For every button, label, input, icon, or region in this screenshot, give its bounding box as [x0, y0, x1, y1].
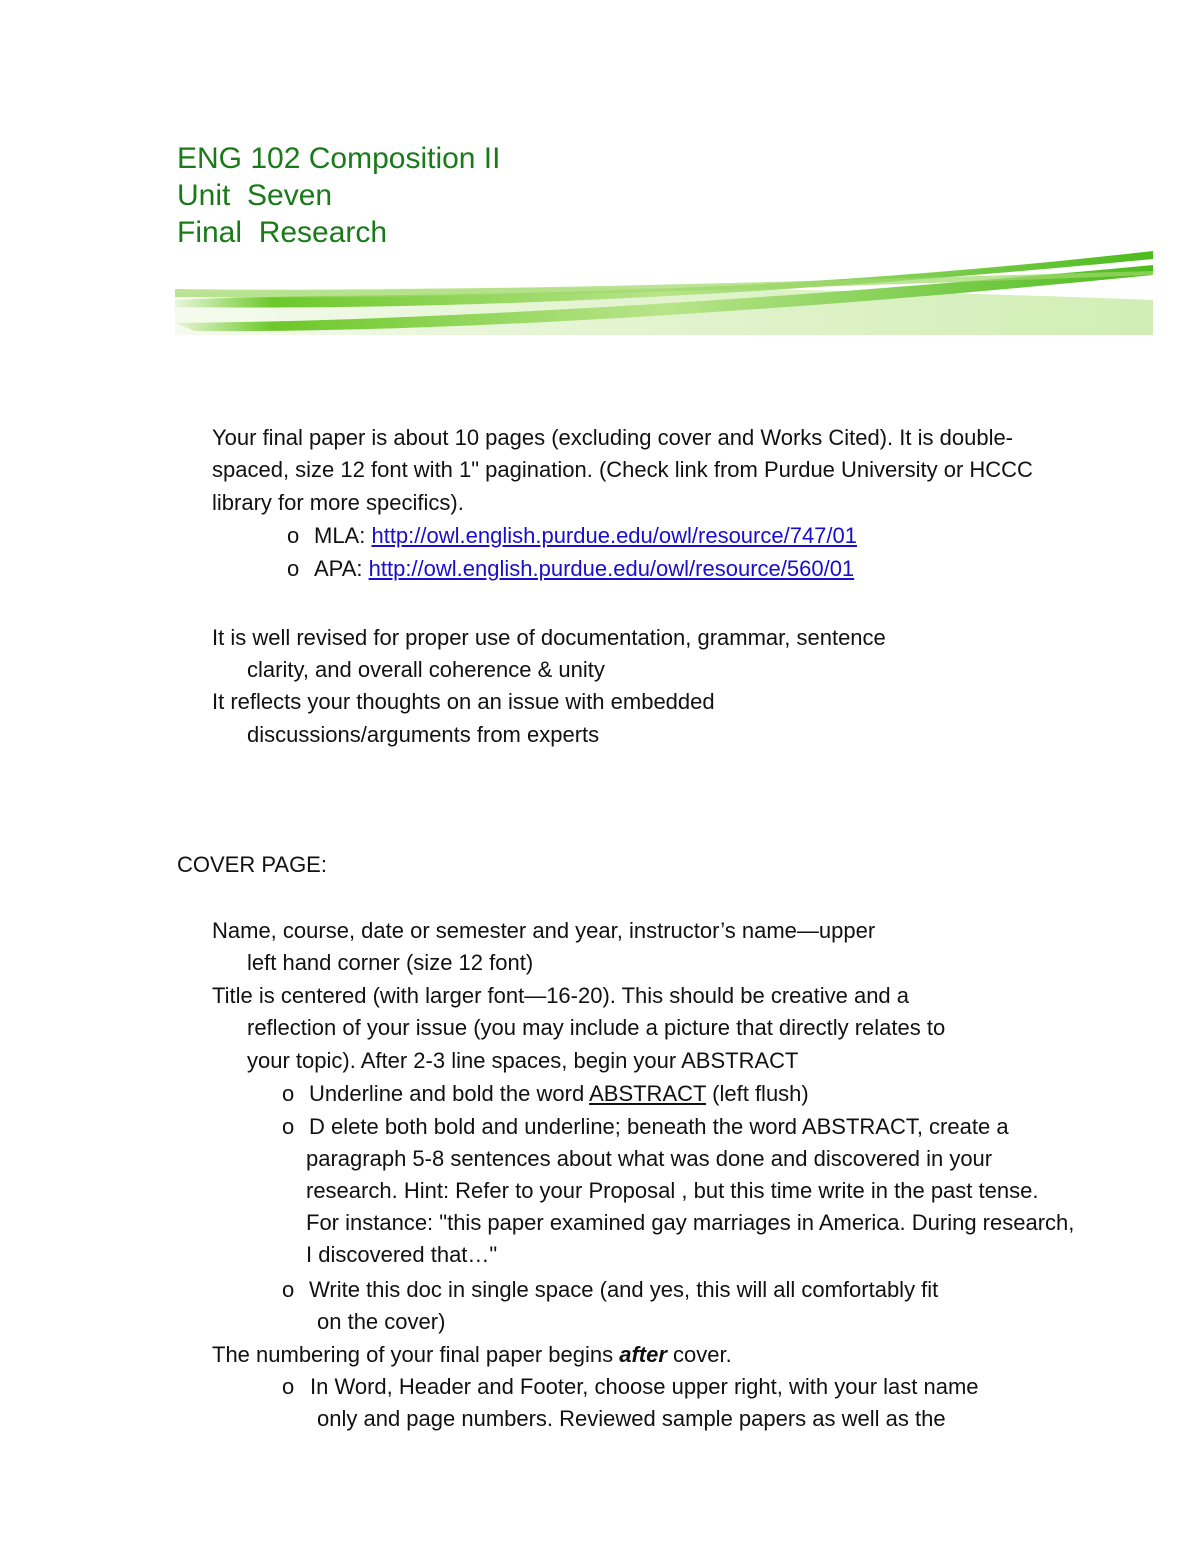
numbering-post: cover.	[666, 1342, 732, 1367]
point-2-line-2: discussions/arguments from experts	[247, 722, 600, 747]
abstract-bullet-2-line-2: paragraph 5-8 sentences about what was done and discovered in your	[306, 1146, 993, 1171]
apa-label: APA:	[314, 556, 369, 581]
bullet-marker: o	[287, 556, 300, 581]
abstract-bullet-2-line-4: For instance: "this paper examined gay marriages in America. During research,	[306, 1210, 1075, 1235]
cover-page-heading: COVER PAGE:	[177, 852, 327, 877]
apa-item	[314, 553, 854, 586]
point-1-line-1: It is well revised for proper use of documentation, grammar, sentence	[212, 625, 886, 650]
mla-item	[314, 520, 857, 553]
cover-title-line-3: your topic). After 2-3 line spaces, begin your ABSTRACT	[247, 1048, 799, 1073]
abstract-bullet-3-line-2: on the cover)	[317, 1309, 446, 1334]
point-2-line-1: It reflects your thoughts on an issue with embedded	[212, 689, 715, 714]
unit-title: Unit Seven	[177, 179, 333, 212]
abstract-bullet-1-pre: Underline and bold the word	[309, 1081, 590, 1106]
bullet-marker: o	[282, 1081, 295, 1106]
cover-title-line-2: reflection of your issue (you may include a picture that directly relates to	[247, 1015, 946, 1040]
bullet-marker: o	[282, 1114, 295, 1139]
bullet-marker: o	[287, 523, 300, 548]
cover-name-line-1: Name, course, date or semester and year, instructor’s name—upper	[212, 918, 876, 943]
numbering-line	[212, 1339, 732, 1372]
mla-link[interactable]: http://owl.english.purdue.edu/owl/resource/747/01	[371, 523, 858, 548]
green-swoosh-decoration	[175, 245, 1155, 340]
abstract-bullet-2-line-3: research. Hint: Refer to your Proposal , but this time write in the past tense.	[306, 1178, 1039, 1203]
intro-line-1: Your final paper is about 10 pages (excluding cover and Works Cited). It is double-	[212, 425, 1014, 450]
bullet-marker: o	[282, 1277, 295, 1302]
numbering-emphasis: after	[619, 1342, 667, 1367]
intro-line-2: spaced, size 12 font with 1" pagination. (Check link from Purdue University or HCCC	[212, 457, 1033, 482]
abstract-bullet-2-line-5: I discovered that…"	[306, 1242, 498, 1267]
numbering-pre: The numbering of your final paper begins	[212, 1342, 620, 1367]
bullet-marker: o	[282, 1374, 295, 1399]
abstract-bullet-3-line-1: Write this doc in single space (and yes, this will all comfortably fit	[309, 1277, 939, 1302]
word-bullet-line-2: only and page numbers. Reviewed sample papers as well as the	[317, 1406, 946, 1431]
document-header	[177, 140, 500, 251]
cover-title-line-1: Title is centered (with larger font—16-20). This should be creative and a	[212, 983, 910, 1008]
word-bullet-line-1: In Word, Header and Footer, choose upper right, with your last name	[310, 1374, 979, 1399]
course-title: ENG 102 Composition II	[177, 142, 501, 175]
abstract-bullet-2-line-1: D elete both bold and underline; beneath the word ABSTRACT, create a	[309, 1114, 1009, 1139]
mla-label: MLA:	[314, 523, 372, 548]
cover-name-line-2: left hand corner (size 12 font)	[247, 950, 534, 975]
point-1-line-2: clarity, and overall coherence & unity	[247, 657, 605, 682]
abstract-word: ABSTRACT	[589, 1081, 707, 1106]
abstract-bullet-1-post: (left flush)	[706, 1081, 809, 1106]
apa-link[interactable]: http://owl.english.purdue.edu/owl/resource/560/01	[368, 556, 855, 581]
abstract-bullet-1	[309, 1078, 809, 1111]
assignment-title: Final Research	[177, 216, 388, 249]
intro-line-3: library for more specifics).	[212, 490, 464, 515]
